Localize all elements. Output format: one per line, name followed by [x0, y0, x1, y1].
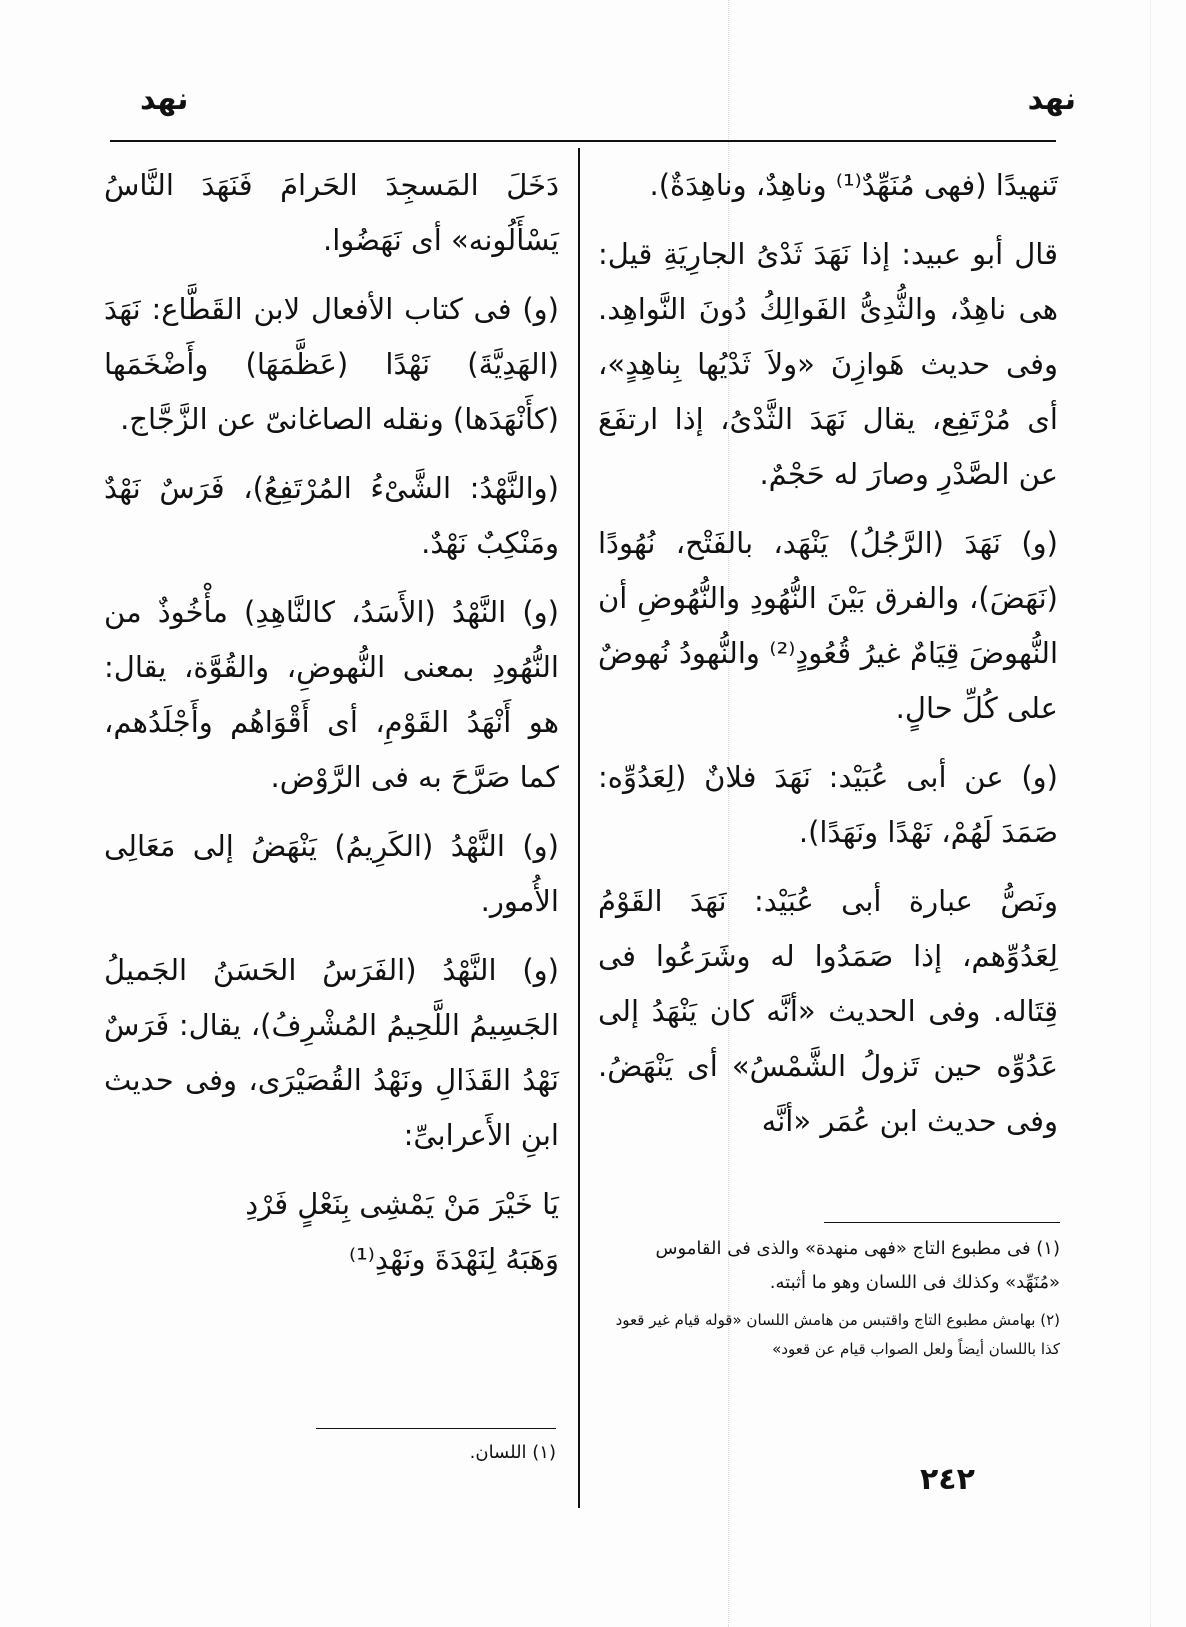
- footnote-rule-left: [316, 1428, 556, 1429]
- header-rule: [110, 140, 1056, 142]
- paragraph: قال أبو عبيد: إذا نَهَدَ ثَدْىُ الجارِيَةِ قيل: هى ناهِدٌ، والثُّدِىُّ الفَوالِكُ دُونَ النَّواهِد. وفى حديث هَوازِنَ «ولاَ ثَدْيُها بِناهِدٍ»، أى مُرْتَفِع، يقال نَهَدَ الثَّدْىُ، إذا ارتفَعَ عن الصَّدْرِ وصارَ له حَجْمٌ.: [598, 237, 1058, 491]
- paragraph: (والنَّهْدُ: الشَّىْءُ المُرْتَفِعُ)، فَرَسٌ نَهْدٌ ومَنْكِبٌ نَهْدٌ.: [104, 471, 559, 560]
- running-head-right: نهد: [1027, 82, 1076, 117]
- paragraph: ونَصُّ عبارة أبى عُبَيْد: نَهَدَ القَوْمُ لِعَدُوِّهم، إذا صَمَدُوا له وشَرَعُوا فى قِتَاله. وفى الحديث «أنَّه كان يَنْهَدُ إلى عَدُوِّه حين تَزولُ الشَّمْسُ» أى يَنْهَضُ. وفى حديث ابن عُمَر «أنَّه: [598, 884, 1058, 1138]
- footnotes-right: [600, 1232, 1060, 1370]
- scan-edge-line: [1150, 0, 1151, 1627]
- paragraph: (و) النَّهْدُ (الكَرِيمُ) يَنْهَضُ إلى مَعَالِى الأُمور.: [104, 829, 559, 918]
- left-column: [104, 158, 559, 1301]
- footnote: (١) فى مطبوع التاج «فهى منهدة» والذى فى القاموس «مُنَهِّد» وكذلك فى اللسان وهو ما أثبته.: [655, 1238, 1060, 1293]
- footnote: (٢) بهامش مطبوع التاج واقتبس من هامش اللسان «قوله قيام غير قعود كذا باللسان أيضاً ولعل الصواب قيام عن قعود»: [615, 1311, 1060, 1358]
- right-column: [598, 158, 1058, 1163]
- page-number: ٢٤٢: [920, 1462, 975, 1497]
- footnote-rule-right: [824, 1222, 1060, 1223]
- paragraph: (و) النَّهْدُ (الأَسَدُ، كالنَّاهِدِ) مأْخُوذٌ من النُّهُودِ بمعنى النُّهوضِ، والقُوَّة، يقال: هو أَنْهَدُ القَوْمِ، أى أَقْوَاهُم وأَجْلَدُهم، كما صَرَّحَ به فى الرَّوْض.: [104, 595, 559, 794]
- verse-line: يَا خَيْرَ مَنْ يَمْشِى بِنَعْلٍ فَرْدِ: [245, 1187, 559, 1221]
- verse-line: وَهَبَهُ لِنَهْدَةَ ونَهْدِ⁽¹⁾: [349, 1242, 559, 1276]
- paragraph: (و) النَّهْدُ (الفَرَسُ الحَسَنُ الجَميلُ الجَسِيمُ اللَّحِيمُ المُشْرِفُ)، يقال: فَرَسٌ نَهْدُ القَذَالِ ونَهْدُ القُصَيْرَى، وفى حديث ابنِ الأَعرابىِّ:: [104, 953, 559, 1152]
- running-head-left: نهد: [140, 82, 189, 117]
- paragraph: (و) فى كتاب الأفعال لابن القَطَّاع: نَهَدَ (الهَدِيَّةَ) نَهْدًا (عَظَّمَهَا) وأَضْخَمَها (كأَنْهَدَها) ونقله الصاغانىّ عن الزَّجَّاج.: [104, 292, 559, 436]
- paragraph: تَنهيدًا (فهى مُنَهِّدٌ⁽¹⁾ وناهِدٌ، وناهِدَةٌ).: [649, 168, 1058, 202]
- paragraph: (و) عن أبى عُبَيْد: نَهَدَ فلانٌ (لِعَدُوِّه: صَمَدَ لَهُمْ، نَهْدًا ونَهَدًا).: [598, 760, 1058, 849]
- paragraph: دَخَلَ المَسجِدَ الحَرامَ فَنَهَدَ النَّاسُ يَسْأَلُونه» أى نَهَضُوا.: [104, 168, 559, 257]
- column-divider: [578, 148, 580, 1508]
- footnote: (١) اللسان.: [469, 1442, 556, 1463]
- paragraph: (و) نَهَدَ (الرَّجُلُ) يَنْهَد، بالفَتْح، نُهُودًا (نَهَضَ)، والفرق بَيْنَ النُّهُودِ والنُّهُوضِ أن النُّهوضَ قِيَامٌ غيرُ قُعُودٍ⁽²⁾ والنُّهودُ نُهوضٌ على كُلِّ حالٍ.: [598, 526, 1059, 725]
- footnotes-left: [300, 1436, 556, 1470]
